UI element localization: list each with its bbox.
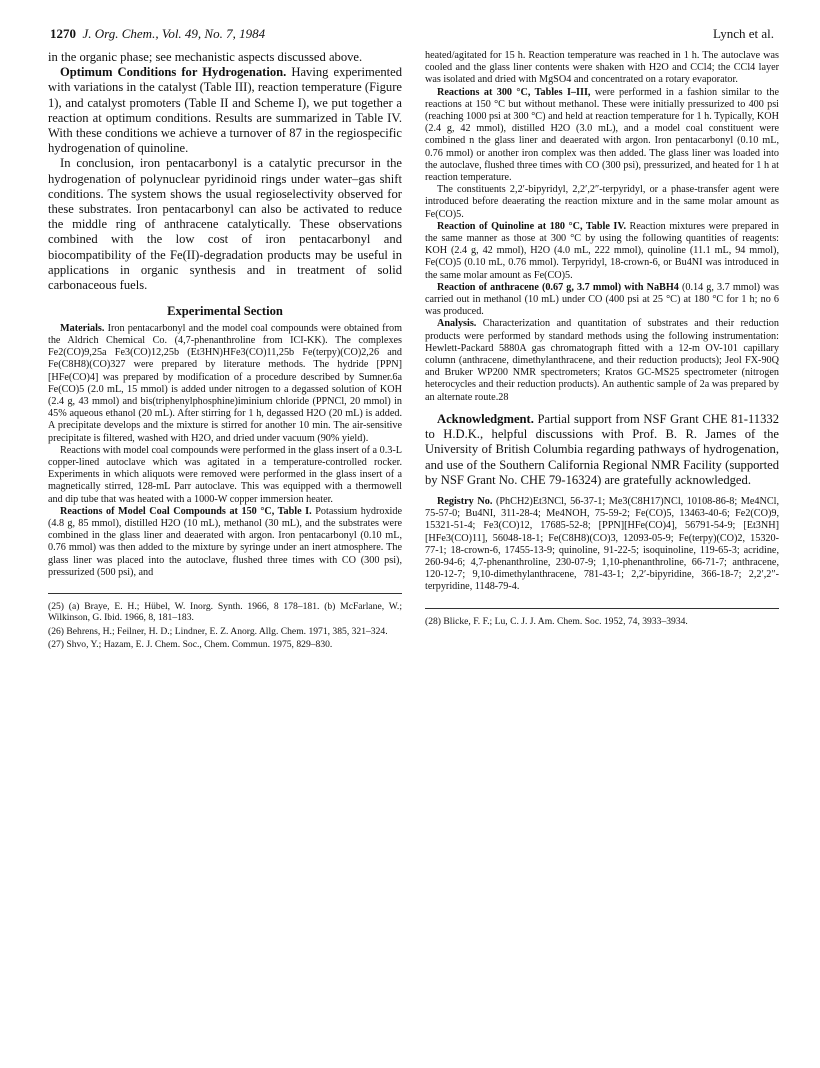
- quinoline-paragraph: [425, 221, 779, 282]
- quinoline-body: Reaction mixtures were prepared in the same manner as those at 300 °C by using the following quantities of reagents: KOH (2.4 g, 42 mmol), H2O (4.0 mL, 222 mmol), quinoline (11.1 mL, 94 mmol), Fe(CO)5 (0.10 mL, 0.76 mmol). Terpyridyl, 18-crown-6, or Bu4NI was introduced in the same molar amount as Fe(CO)5.: [425, 220, 780, 281]
- reactions-300-heading: Reactions at 300 °C, Tables I–III,: [437, 86, 591, 98]
- optimum-paragraph: [48, 65, 402, 156]
- conclusion-paragraph: In conclusion, iron pentacarbonyl is a catalytic precursor in the hydrogenation of polynuclear pyridinoid rings under water–gas shift conditions. The system shows the usual regioselectivity observed for these substrates. Iron pentacarbonyl can also be activated to reduce the middle ring of anthracene catalytically. These observations combined with the low cost of iron pentacarbonyl and biocompatibility of the Fe(II)-degradation products may be useful in applications in organic synthesis and in treatment of solid carbonaceous fuels.: [48, 156, 402, 293]
- anthracene-paragraph: [425, 282, 779, 319]
- footnote-25: (25) (a) Braye, E. H.; Hübel, W. Inorg. Synth. 1966, 8 178–181. (b) McFarlane, W.; Wilkinson, G. Ibid. 1966, 8, 181–183.: [48, 601, 402, 624]
- optimum-heading: Optimum Conditions for Hydrogenation.: [60, 65, 287, 80]
- left-para-1: in the organic phase; see mechanistic aspects discussed above.: [48, 50, 363, 64]
- acknowledgment-heading: Acknowledgment.: [437, 411, 534, 426]
- header-left: [50, 26, 265, 42]
- acknowledgment-body: Partial support from NSF Grant CHE 81-11332 to H.D.K., helpful discussions with Prof. B. R. James of the University of British Columbia regarding pathways of hydrogenation, and use of the Southern California Regional NMR Facility (supported by NSF Grant No. CHE 79-16324) are gratefully acknowledged.: [425, 411, 779, 487]
- autoclave-paragraph: Reactions with model coal compounds were performed in the glass insert of a 0.3-L copper-lined autoclave which was agitated in a temperature-controlled rocker. Experiments in which aliquots were removed were performed in the glass insert of a magnetically stirred, 128-mL Parr autoclave. This was equipped with a thermowell and dip tube that was heated with a 1000-W copper immersion heater.: [48, 444, 402, 505]
- reactions-300-paragraph: [425, 87, 779, 185]
- analysis-body: Characterization and quantitation of substrates and their reduction products were performed by standard methods using the following instrumentation: Hewlett-Packard 5880A gas chromatograph fitted with a 12-m OV-101 capillary column (anthracene, dimethylanthracene, and their reduction products); Jeol FX-90Q and Bruker WP200 NMR spectrometers; Kratos GC-MS25 spectrometer (nitrogen heterocycles and their reduction products). An authentic sample of 2a was prepared by an alternate route.28: [425, 318, 779, 403]
- reactions-300-body: were performed in a fashion similar to the reactions at 150 °C but without methanol. These were initially pressurized to 400 psi (reaching 1000 psi at 300 °C) and held at reaction temperature for 1 h. Typically, KOH (2.4 g, 42 mmol), distilled H2O (3.0 mL), and a model coal constituent were combined n the glass liner and deaerated with argon. Iron pentacarbonyl (0.10 mL, 0.76 mmol) or another iron complex was then added. The glass liner was loaded into the autoclave, flushed three times with CO (300 psi), pressurized, and heated for 1 h at reaction temperature.: [425, 86, 779, 184]
- quinoline-heading: Reaction of Quinoline at 180 °C, Table IV.: [437, 220, 626, 232]
- footnote-26: (26) Behrens, H.; Feilner, H. D.; Lindner, E. Z. Anorg. Allg. Chem. 1971, 385, 321–324.: [48, 625, 388, 637]
- registry-body: (PhCH2)Et3NCl, 56-37-1; Me3(C8H17)NCl, 10108-86-8; Me4NCl, 75-57-0; Bu4NI, 311-28-4; Me4NOH, 75-59-2; Fe(CO)5, 13463-40-6; Fe2(CO)9, 15321-51-4; Fe3(CO)12, 17685-52-8; [PPN][HFe(CO)4], 56791-54-9; [Et3NH][HFe3(CO)11], 56048-18-1; Fe(C8H8)(CO)3, 12093-05-9; Fe(terpy)(CO)2, 15320-77-1; 18-crown-6, 17455-13-9; quinoline, 91-22-5; isoquinoline, 119-65-3; acridine, 260-94-6; 4,7-phenanthroline, 230-07-9; 1,10-phenanthroline, 66-71-7; anthracene, 120-12-7; 9,10-dimethylanthracene, 781-43-1; 2,2′-bipyridine, 366-18-7; 2,2′,2″-terpyridine, 1148-79-4.: [425, 495, 779, 593]
- page-number: 1270: [50, 26, 76, 41]
- reactions-150-heading: Reactions of Model Coal Compounds at 150 °C, Table I.: [60, 505, 312, 517]
- journal-citation: J. Org. Chem., Vol. 49, No. 7, 1984: [82, 26, 266, 41]
- left-column: [48, 50, 402, 653]
- footnote-27: (27) Shvo, Y.; Hazam, E. J. Chem. Soc., Chem. Commun. 1975, 829–830.: [48, 639, 333, 651]
- optimum-body: Having experimented with variations in the catalyst (Table III), reaction temperature (Figure 1), and catalyst promoters (Table II and Scheme I), we put together a reaction at optimum conditions. Results are summarized in Table IV. With these conditions we achieve a turnover of 87 in the regiospecific hydrogenation of quinoline.: [48, 65, 403, 156]
- footnotes-left: [48, 593, 402, 651]
- anthracene-body: (0.14 g, 3.7 mmol) was carried out in methanol (10 mL) under CO (400 psi at 25 °C) at 180 °C for 1 h; no 6 was produced.: [425, 281, 779, 318]
- materials-paragraph: [48, 323, 402, 445]
- materials-body: Iron pentacarbonyl and the model coal compounds were obtained from the Aldrich Chemical Co. (4,7-phenanthroline from ICI-KK). The complexes Fe2(CO)9,25a Fe3(CO)12,25b (Et3HN)HFe3(CO)11,25b Fe(terpy)(CO)2,26 and Fe(C8H8)(CO)327 were prepared by literature methods. The hydride [PPN][HFe(CO)4] was prepared by modification of a procedure described by Sumner.6a Fe(CO)5 (2.0 mL, 15 mmol) is added under nitrogen to a degassed solution of KOH (2.4 g, 43 mmol) and bis(triphenylphosphine)iminium chloride (PPNCl, 20 mmol) in 45% aqueous ethanol (20 mL). After stirring for 1 h, degassed H2O (20 mL) is added. A precipitate develops and the mixture is stirred for another 10 min. The air-sensitive precipitate is filtered, washed with H2O, and dried under vacuum (90% yield).: [48, 322, 402, 444]
- right-column: [425, 50, 779, 629]
- running-header: [50, 26, 774, 44]
- header-authors: Lynch et al.: [712, 26, 774, 41]
- analysis-paragraph: [425, 318, 779, 403]
- materials-heading: Materials.: [60, 322, 105, 334]
- anthracene-heading: Reaction of anthracene (0.67 g, 3.7 mmol) with NaBH4: [437, 281, 679, 293]
- registry-heading: Registry No.: [437, 495, 493, 507]
- reactions-150-paragraph: [48, 506, 402, 579]
- footnotes-right: [425, 608, 779, 627]
- section-title: Experimental Section: [167, 304, 283, 319]
- footnote-28: (28) Blicke, F. F.; Lu, C. J. J. Am. Chem. Soc. 1952, 74, 3933–3934.: [425, 615, 688, 627]
- acknowledgment-paragraph: [425, 412, 779, 488]
- reactions-150-body: Potassium hydroxide (4.8 g, 85 mmol), distilled H2O (10 mL), methanol (30 mL), and the substrates were combined in the glass liner and deaerated with argon. Iron pentacarbonyl (0.10 mL, 0.76 mmol) was then added to the mixture by syringe under an inert atmosphere. The glass liner was placed into the autoclave, flushed three times with CO (300 psi), pressurized (500 psi), and: [48, 505, 403, 578]
- right-para-1: heated/agitated for 15 h. Reaction temperature was reached in 1 h. The autoclave was cooled and the glass liner contents were shaken with H2O and CCl4; the CCl4 layer was isolated and dried with MgSO4 and concentrated on a rotary evaporator.: [425, 50, 779, 86]
- registry-paragraph: [425, 496, 779, 594]
- analysis-heading: Analysis.: [437, 318, 477, 330]
- constituents-paragraph: The constituents 2,2′-bipyridyl, 2,2′,2″-terpyridyl, or a phase-transfer agent were introduced before deaerating the reaction mixture and in the same molar amount as Fe(CO)5.: [425, 184, 779, 220]
